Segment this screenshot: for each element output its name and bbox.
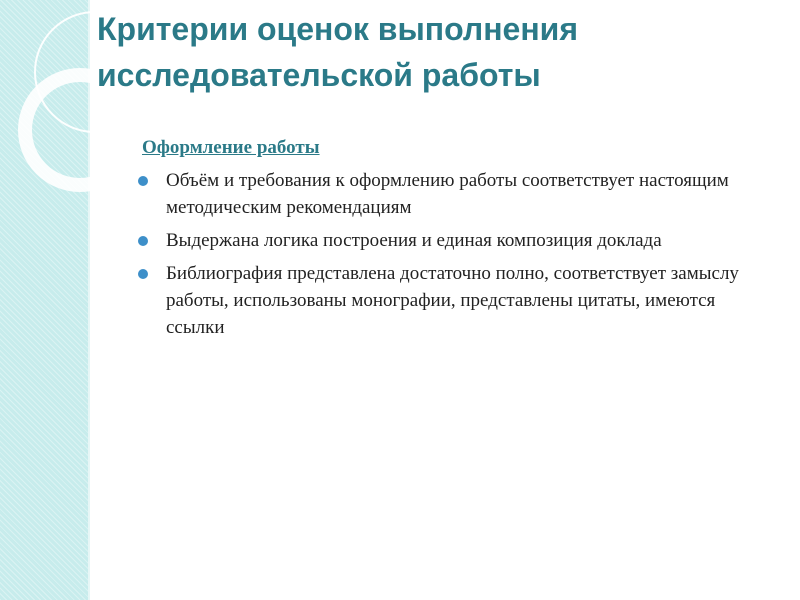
list-item-text: Библиография представлена достаточно полно, соответствует замыслу работы, использованы монографии, представлены цитаты, имеются ссылки [166, 263, 739, 338]
criteria-list [138, 167, 778, 341]
bullet-dot-icon [138, 269, 148, 279]
section-heading: Оформление работы [142, 137, 320, 158]
list-item [138, 227, 778, 254]
bullet-dot-icon [138, 236, 148, 246]
list-item [138, 260, 778, 341]
slide-title: Критерии оценок выполнения исследовательской работы [97, 11, 578, 93]
list-item-text: Выдержана логика построения и единая композиция доклада [166, 230, 662, 251]
bullet-dot-icon [138, 176, 148, 186]
list-item [138, 167, 778, 221]
slide-content [138, 135, 778, 347]
list-item-text: Объём и требования к оформлению работы соответствует настоящим методическим рекомендациям [166, 170, 729, 218]
